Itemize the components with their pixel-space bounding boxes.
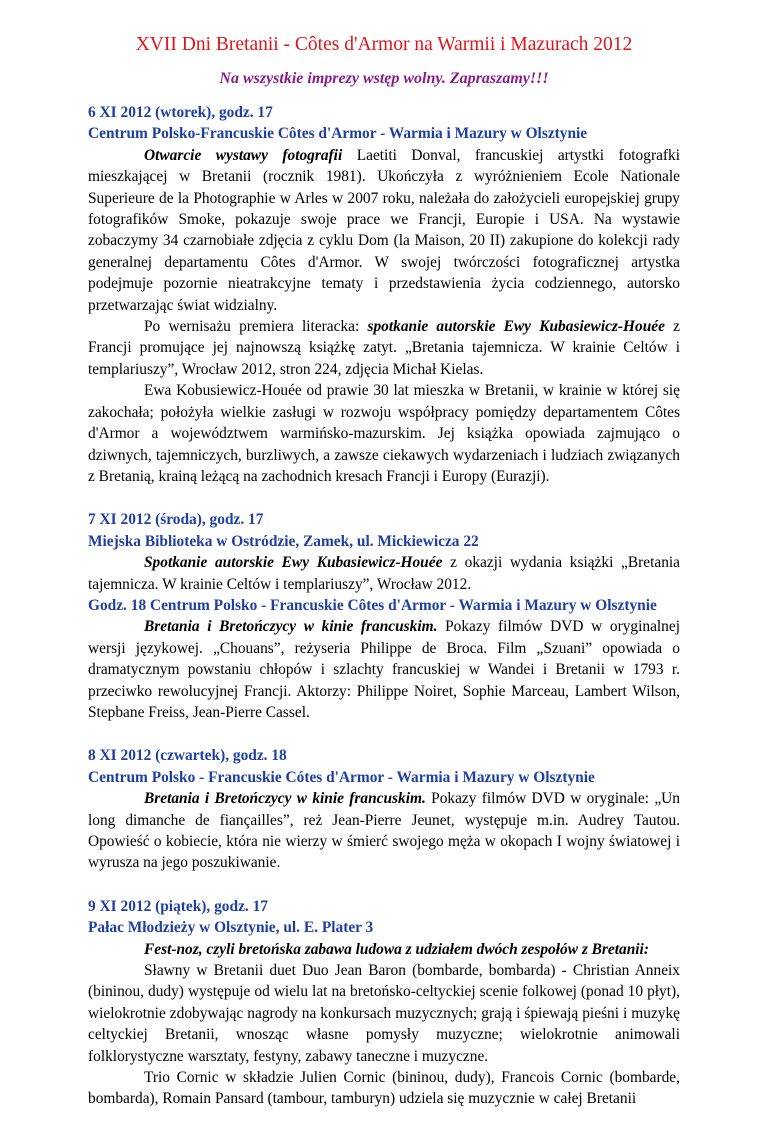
event-paragraph: Sławny w Bretanii duet Duo Jean Baron (bombarde, bombarda) - Christian Anneix (bininou, dudy) występuje od wielu lat na bretońsko-celtyckiej scenie folkowej (ponad 10 płyt), wielokrotnie zdobywając nagrody na konkursach muzycznych; grają i śpiewają pieśni i muzykę celtyckiej Bretanii, wnosząc własne pomysły muzyczne; wielokrotnie animowali folklorystyczne warsztaty, festyny, zabawy taneczne i muzyczne. bbox=[88, 962, 680, 1065]
event-place: Centrum Polsko-Francuskie Côtes d'Armor - Warmia i Mazury w Olsztynie bbox=[88, 125, 588, 143]
event-title: spotkanie autorskie Ewy Kubasiewicz-Houée bbox=[367, 318, 665, 336]
paragraph-text: z Francji promujące jej najnowszą książkę zatyt. „Bretania tajemnicza. W krainie Celtów i templariuszy”, Wrocław 2012, stron 224, zdjęcia Michał Kielas. bbox=[88, 318, 680, 378]
event-title: Bretania i Bretończycy w kinie francuskim. bbox=[144, 790, 426, 808]
event-paragraph bbox=[88, 939, 680, 960]
paragraph-text: Po wernisażu premiera literacka: bbox=[144, 318, 368, 336]
event-place: Centrum Polsko - Francuskie Cótes d'Armor - Warmia i Mazury w Olsztynie bbox=[88, 768, 595, 786]
event-paragraph bbox=[88, 616, 680, 723]
event-place: Pałac Młodzieży w Olsztynie, ul. E. Plater 3 bbox=[88, 919, 374, 937]
event-title: Fest-noz, czyli bretońska zabawa ludowa z udziałem dwóch zespołów z Bretanii: bbox=[144, 940, 649, 958]
event-paragraph bbox=[88, 552, 680, 595]
event-section-3 bbox=[88, 745, 680, 873]
document-page bbox=[88, 32, 680, 1132]
event-section-1 bbox=[88, 102, 680, 487]
event-description: Laetiti Donval, francuskiej artystki fotografki mieszkającej w Bretanii (rocznik 1981). Ukończyła z wyróżnieniem Ecole Nationale Superieure de la Photographie w Arles w 2007 roku, należała do założycieli europejskiej grupy fotografików Smoke, pokazuje swoje prace we Francji, Europie i USA. Na wystawie zobaczymy 34 czarnobiałe zdjęcia z cyklu Dom (la Maison, 20 II) zakupione do kolekcji rady generalnej departamentu Côtes d'Armor. W swojej twórczości fotograficznej artystka podejmuje pozornie nieatrakcyjne tematy i przedstawienia życia codziennego, autorsko przetwarzając świat widzialny. bbox=[88, 146, 680, 314]
event-paragraph bbox=[88, 788, 680, 874]
event-description: z okazji wydania książki „Bretania tajemnicza. W krainie Celtów i templariuszy”, Wrocław 2012. bbox=[88, 554, 681, 593]
event-paragraph bbox=[88, 145, 680, 316]
event-date: 8 XI 2012 (czwartek), godz. 18 bbox=[88, 747, 287, 765]
event-section-2 bbox=[88, 509, 680, 723]
event-paragraph: Trio Cornic w składzie Julien Cornic (bininou, dudy), Francois Cornic (bombarde, bombarda), Romain Pansard (tambour, tamburyn) udziela się muzycznie w całej Bretanii bbox=[88, 1069, 680, 1108]
event-section-4 bbox=[88, 896, 680, 1110]
event-description: Pokazy filmów DVD w oryginale: „Un long dimanche de fiançailles”, reż Jean-Pierre Jeunet, występuje m.in. Audrey Tautou. Opowieść o kobiecie, która nie wierzy w śmierć swojego męża w okopach I wojny światowej i wyrusza na jego poszukiwanie. bbox=[88, 790, 680, 872]
page-title: XVII Dni Bretanii - Côtes d'Armor na Warmii i Mazurach 2012 bbox=[135, 34, 633, 55]
event-description: Pokazy filmów DVD w oryginalnej wersji językowej. „Chouans”, reżyseria Philippe de Broca. Film „Szuani” opowiada o dramatycznym powstaniu chłopów i szlachty francuskiej w Wandei i Bretanii w 1793 r. przeciwko rewolucyjnej Francji. Aktorzy: Philippe Noiret, Sophie Marceau, Lambert Wilson, Stepbane Freiss, Jean-Pierre Cassel. bbox=[88, 618, 680, 721]
page-subtitle: Na wszystkie imprezy wstęp wolny. Zapraszamy!!! bbox=[219, 70, 549, 87]
event-date: 9 XI 2012 (piątek), godz. 17 bbox=[88, 897, 268, 915]
event-date: 7 XI 2012 (środa), godz. 17 bbox=[88, 511, 264, 529]
event-title: Bretania i Bretończycy w kinie francuskim. bbox=[144, 618, 438, 636]
event-title: Otwarcie wystawy fotografii bbox=[144, 146, 343, 164]
event-title: Spotkanie autorskie Ewy Kubasiewicz-Houée bbox=[144, 554, 443, 572]
event-paragraph bbox=[88, 316, 680, 380]
event-paragraph: Ewa Kobusiewicz-Houée od prawie 30 lat mieszka w Bretanii, w krainie w której się zakochała; położyła wielkie zasługi w rozwoju współpracy pomiędzy departamentem Côtes d'Armor a województwem warmińsko-mazurskim. Jej książka opowiada zajmująco o dziwnych, tajemniczych, burzliwych, a zawsze ciekawych wydarzeniach i ludziach związanych z Bretanią, krainą leżącą na zachodnich kresach Francji i Europy (Eurazji). bbox=[88, 382, 680, 485]
event-place: Miejska Biblioteka w Ostródzie, Zamek, ul. Mickiewicza 22 bbox=[88, 532, 479, 550]
event-place: Godz. 18 Centrum Polsko - Francuskie Côtes d'Armor - Warmia i Mazury w Olsztynie bbox=[88, 596, 657, 614]
event-date: 6 XI 2012 (wtorek), godz. 17 bbox=[88, 104, 273, 121]
